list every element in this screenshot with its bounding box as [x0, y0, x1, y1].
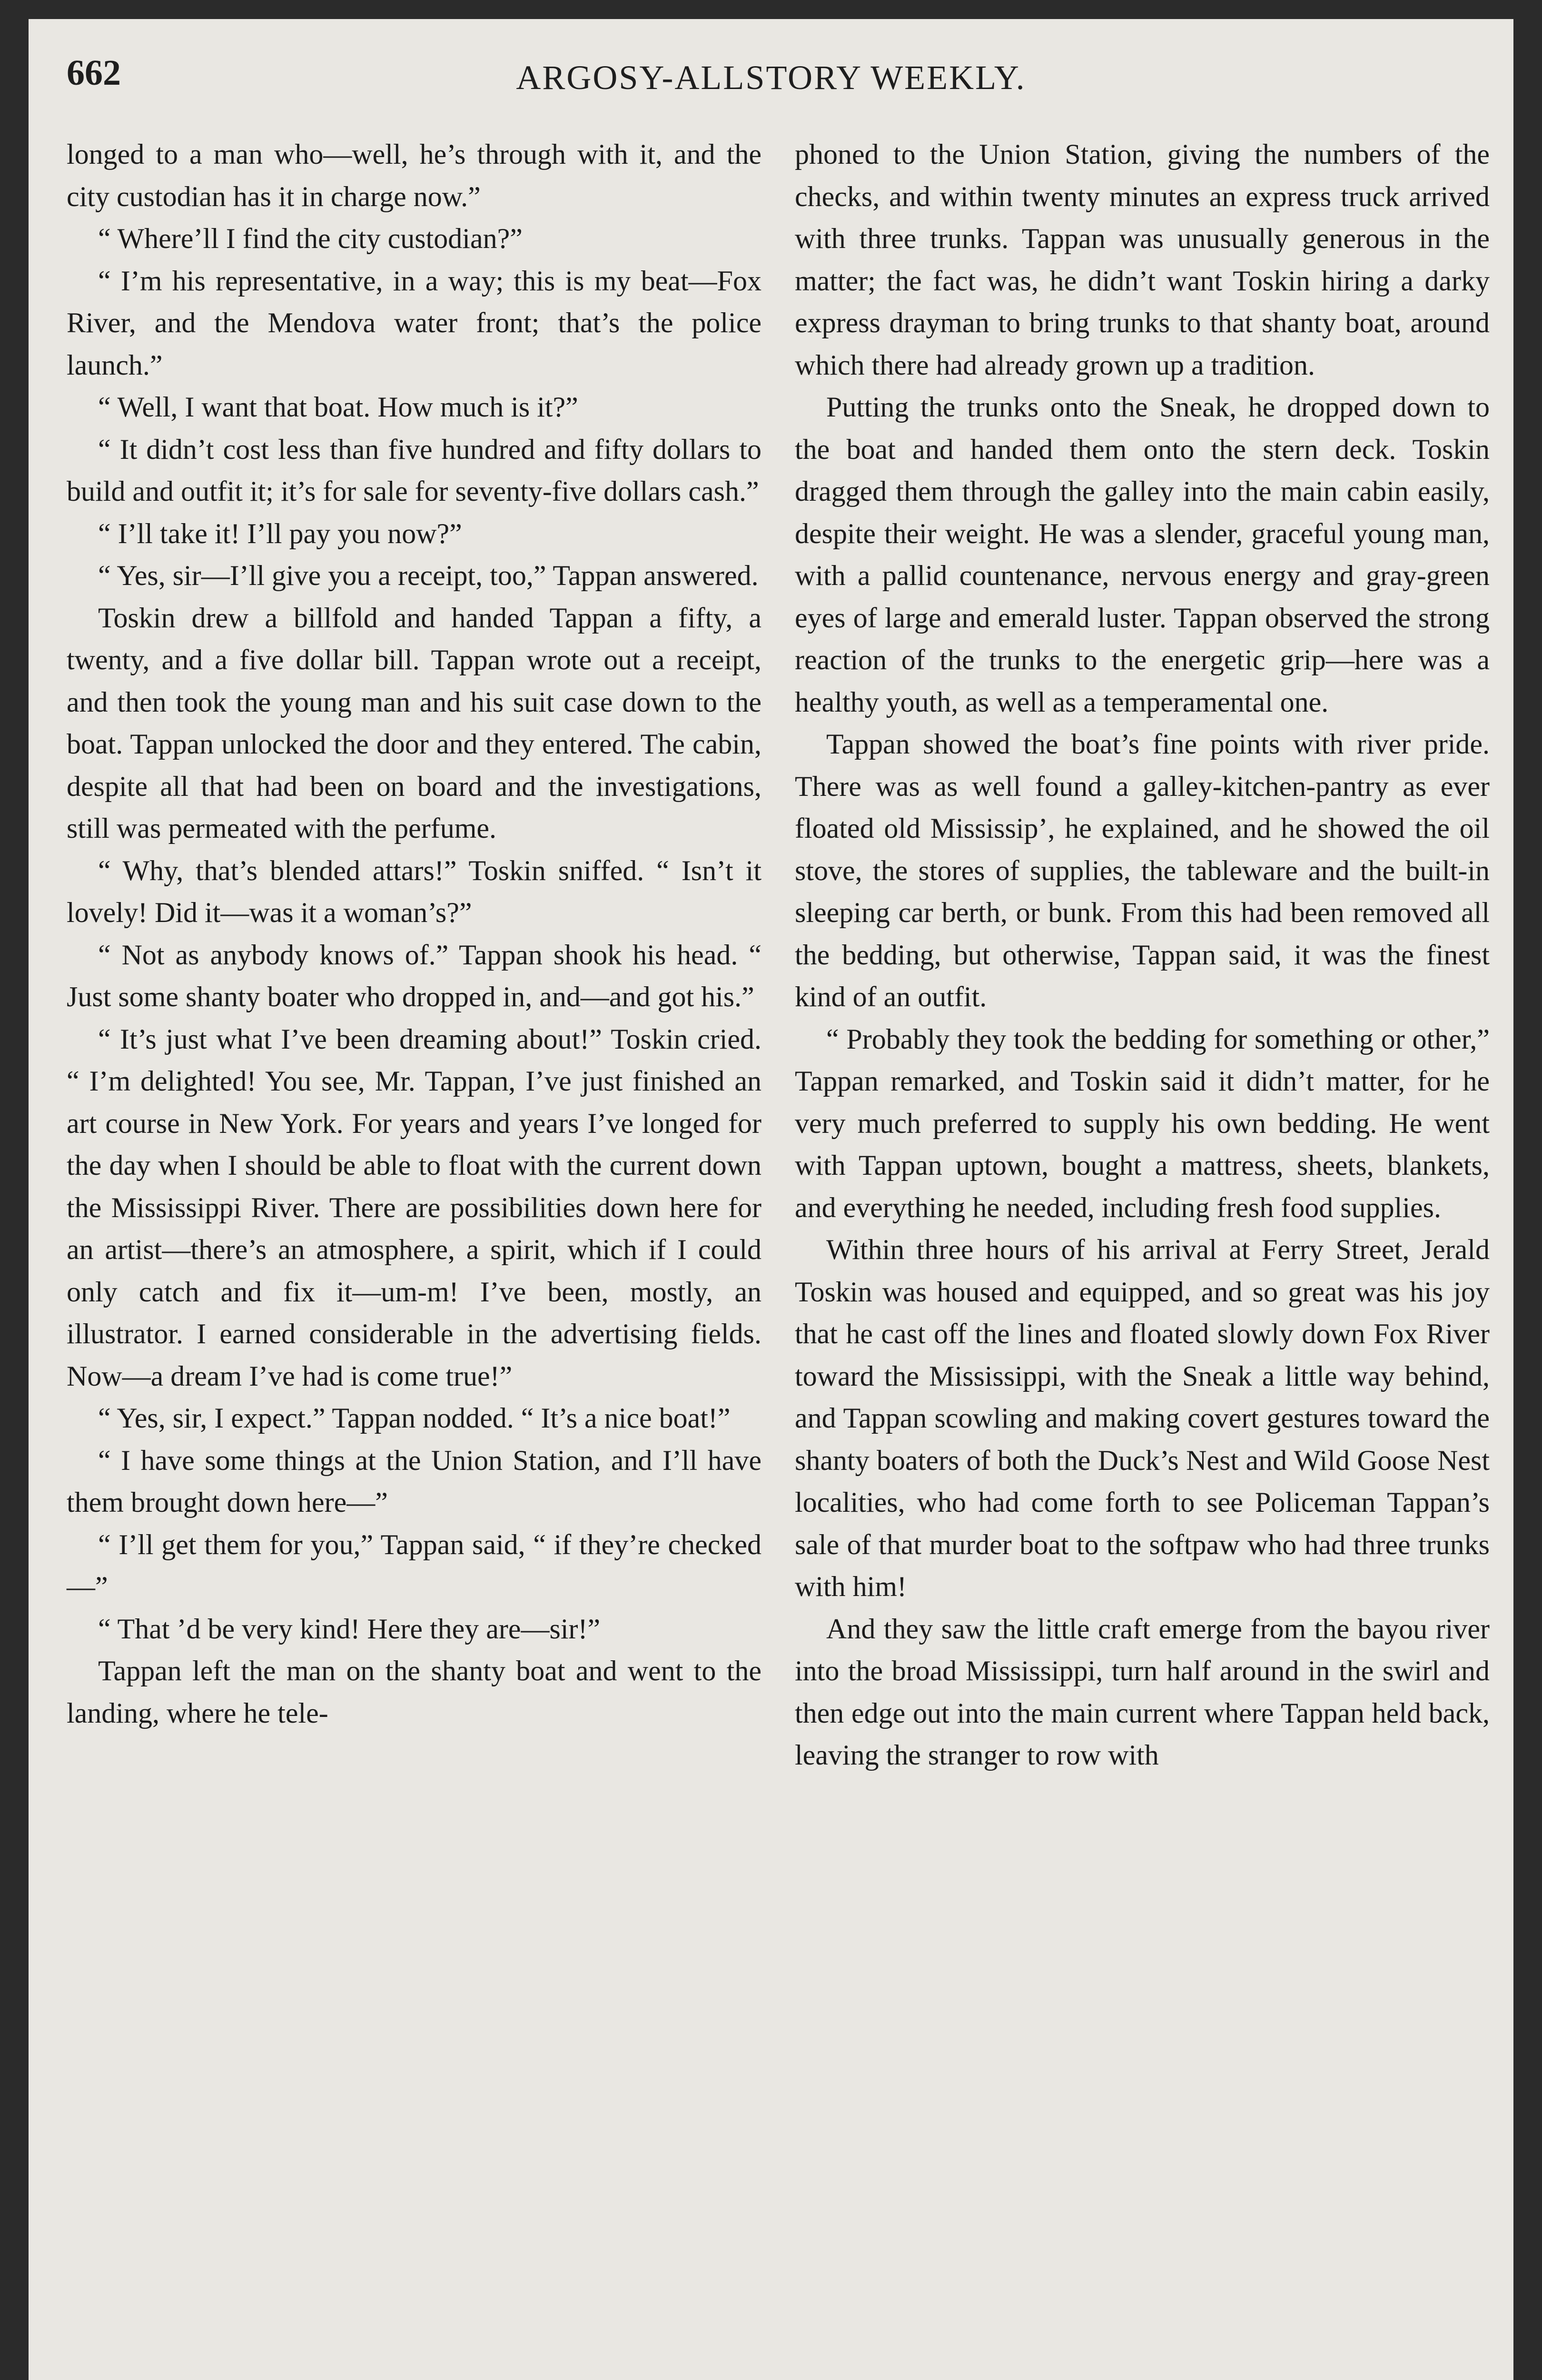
paragraph: Tappan left the man on the shanty boat and went to the landing, where he tele-: [67, 1655, 761, 1729]
paragraph: longed to a man who—well, he’s through with it, and the city custodian has it in charge now.”: [67, 139, 761, 212]
magazine-page: [29, 19, 1513, 2380]
paragraph: “ It’s just what I’ve been dreaming about!” Toskin cried. “ I’m delighted! You see, Mr. Tappan, I’ve just finished an art course in New York. For years and years I’ve longed for the day when I should be able to float with the current down the Mississippi River. There are possibilities down here for an artist—there’s an atmosphere, a spirit, which if I could only catch and fix it—um-m! I’ve been, mostly, an illustrator. I earned considerable in the advertising fields. Now—a dream I’ve had is come true!”: [67, 1023, 761, 1392]
paragraph: And they saw the little craft emerge from the bayou river into the broad Mississippi, turn half around in the swirl and then edge out into the main current where Tappan held back, leaving the stranger to row with: [795, 1613, 1490, 1771]
paragraph: Within three hours of his arrival at Ferry Street, Jerald Toskin was housed and equipped, and so great was his joy that he cast off the lines and floated slowly down Fox River toward the Mississippi, with the Sneak a little way behind, and Tappan scowling and making covert gestures toward the shanty boaters of both the Duck’s Nest and Wild Goose Nest localities, who had come forth to see Policeman Tappan’s sale of that murder boat to the softpaw who had three trunks with him!: [795, 1234, 1490, 1602]
paragraph: “ Not as anybody knows of.” Tappan shook his head. “ Just some shanty boater who dropped in, and—and got his.”: [67, 939, 761, 1012]
paragraph: “ Why, that’s blended attars!” Toskin sniffed. “ Isn’t it lovely! Did it—was it a woman’s?”: [67, 854, 761, 928]
paragraph: “ Yes, sir—I’ll give you a receipt, too,” Tappan answered.: [98, 560, 759, 591]
paragraph: “ I’m his representative, in a way; this is my beat—Fox River, and the Mendova water front; that’s the police launch.”: [67, 265, 761, 381]
paragraph: “ Where’ll I find the city custodian?”: [98, 223, 523, 254]
paragraph: “ Well, I want that boat. How much is it?”: [98, 391, 578, 423]
right-column: [795, 133, 1490, 1776]
paragraph: “ Probably they took the bedding for something or other,” Tappan remarked, and Toskin said it didn’t matter, for he very much preferred to supply his own bedding. He went with Tappan uptown, bought a mattress, sheets, blankets, and everything he needed, including fresh food supplies.: [795, 1023, 1490, 1223]
paragraph: “ Yes, sir, I expect.” Tappan nodded. “ It’s a nice boat!”: [98, 1402, 731, 1434]
paragraph: phoned to the Union Station, giving the numbers of the checks, and within twenty minutes an express truck arrived with three trunks. Tappan was unusually generous in the matter; the fact was, he didn’t want Toskin hiring a darky express drayman to bring trunks to that shanty boat, around which there had already grown up a tradition.: [795, 139, 1490, 381]
page-number: 662: [67, 53, 121, 93]
paragraph: “ I have some things at the Union Station, and I’ll have them brought down here—”: [67, 1444, 761, 1518]
paragraph: “ I’ll take it! I’ll pay you now?”: [98, 517, 462, 549]
paragraph: Tappan showed the boat’s fine points with river pride. There was as well found a galley-kitchen-pantry as ever floated old Mississip’, he explained, and he showed the oil stove, the stores of supplies, the tableware and the built-in sleeping car berth, or bunk. From this had been removed all the bedding, but otherwise, Tappan said, it was the finest kind of an outfit.: [795, 728, 1490, 1012]
paragraph: Putting the trunks onto the Sneak, he dropped down to the boat and handed them onto the stern deck. Toskin dragged them through the galley into the main cabin easily, despite their weight. He was a slender, graceful young man, with a pallid countenance, nervous energy and gray-green eyes of large and emerald luster. Tappan observed the strong reaction of the trunks to the energetic grip—here was a healthy youth, as well as a temperamental one.: [795, 391, 1490, 718]
page-header: [67, 52, 1475, 124]
running-head: ARGOSY-ALLSTORY WEEKLY.: [516, 59, 1026, 97]
left-column: [67, 133, 761, 1734]
paragraph: “ I’ll get them for you,” Tappan said, “ if they’re checked—”: [67, 1528, 761, 1602]
paragraph: “ It didn’t cost less than five hundred and fifty dollars to build and outfit it; it’s for sale for seventy-five dollars cash.”: [67, 433, 761, 507]
paragraph: Toskin drew a billfold and handed Tappan a fifty, a twenty, and a five dollar bill. Tappan wrote out a receipt, and then took the young man and his suit case down to the boat. Tappan unlocked the door and they entered. The cabin, despite all that had been on board and the investigations, still was permeated with the perfume.: [67, 602, 761, 844]
paragraph: “ That ’d be very kind! Here they are—sir!”: [98, 1613, 601, 1645]
